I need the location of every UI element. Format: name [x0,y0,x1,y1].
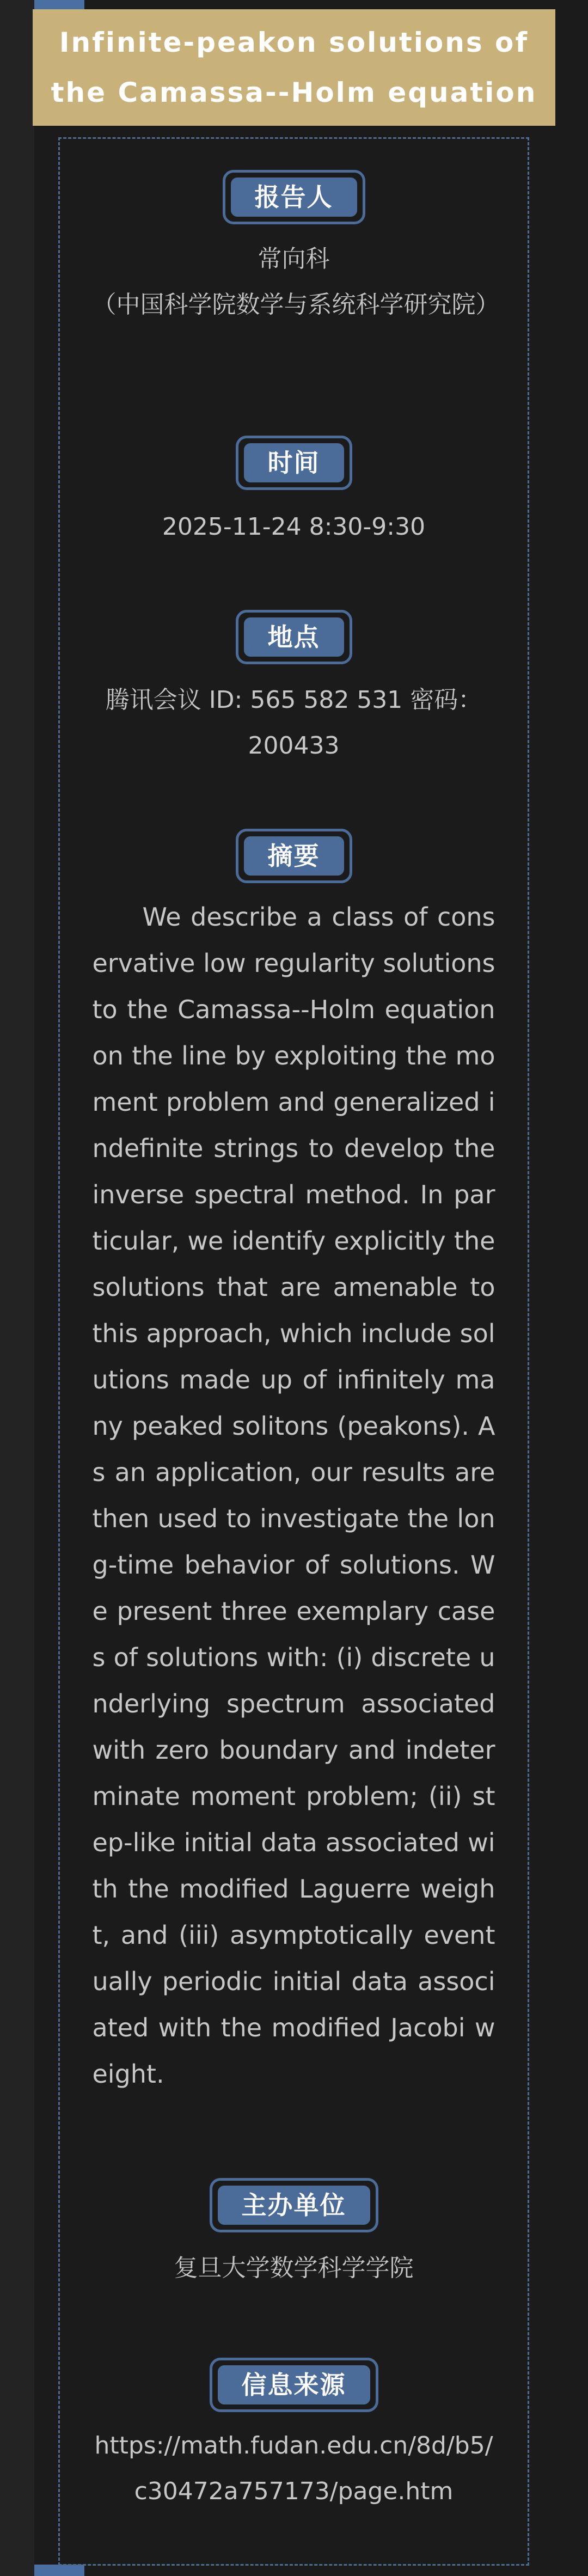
location-section [58,610,529,769]
source-label: 信息来源 [218,2365,370,2404]
source-link[interactable]: https://math.fudan.edu.cn/8d/b5/c30472a757173/page.htm [94,2432,493,2505]
time-value: 2025-11-24 8:30-9:30 [162,513,426,541]
page-title: Infinite-peakon solutions of the Camassa--Holm equation [51,27,537,108]
time-section [58,436,529,550]
organizer-value: 复旦大学数学科学学院 [174,2254,414,2282]
organizer-section [58,2178,529,2291]
source-section [58,2358,529,2514]
stripe-accent-bottom [34,2565,84,2576]
location-label: 地点 [244,617,344,657]
speaker-section [58,170,529,328]
speaker-info [92,236,500,328]
speaker-label: 报告人 [231,178,357,217]
abstract-badge [236,829,352,883]
left-stripe [0,0,34,2576]
abstract-text: We describe a class of conservative low regularity solutions to the Camassa--Holm equation on the line by exploiting the moment problem and generalized indefinite strings to develop the inverse spectral method. In particular, we identify explicitly the solutions that are amenable to this approach, which include solutions made up of infinitely many peaked solitons (peakons). As an application, our results are then used to investigate the long-time behavior of solutions. We present three exemplary cases of solutions with: (i) discrete underlying spectrum associated with zero boundary and indeterminate moment problem; (ii) step-like initial data associated with the modified Laguerre weight, and (iii) asymptotically eventually periodic initial data associated with the modified Jacobi weight. [92,902,495,2089]
title-banner [33,9,555,126]
time-label: 时间 [244,443,344,482]
speaker-name: 常向科 [258,245,330,273]
speaker-affiliation: （中国科学院数学与系统科学研究院） [92,291,500,319]
location-value: 腾讯会议 ID: 565 582 531 密码：200433 [105,686,482,760]
abstract-label: 摘要 [244,836,344,876]
organizer-label: 主办单位 [218,2186,370,2225]
source-badge [210,2358,378,2412]
organizer-badge [210,2178,378,2232]
speaker-badge [223,170,365,224]
abstract-section [58,829,529,2097]
location-badge [236,610,352,664]
time-badge [236,436,352,490]
